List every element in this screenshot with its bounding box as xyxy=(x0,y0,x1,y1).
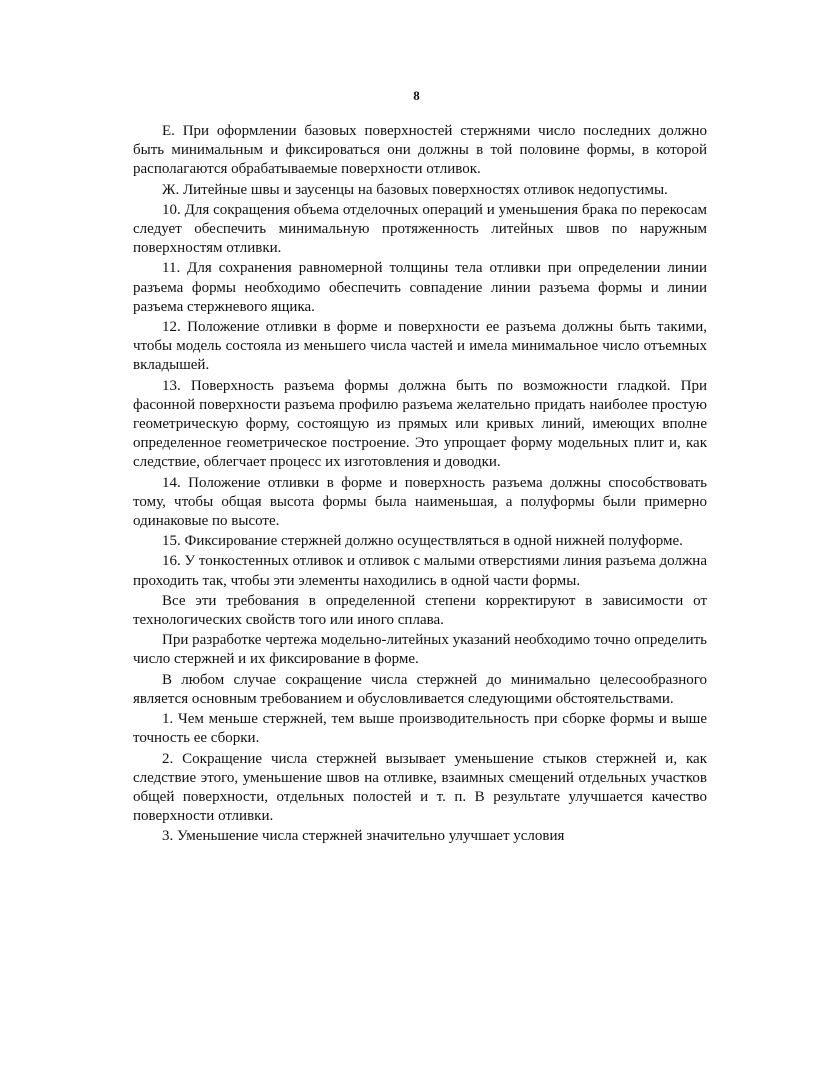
paragraph-16: 16. У тонкостенных отливок и отливок с малыми отверстиями линия разъема должна проходить так, чтобы эти элементы находились в одной части формы. xyxy=(133,553,707,589)
paragraph-14: 14. Положение отливки в форме и поверхность разъема должны способствовать тому, чтобы общая высота формы была наименьшая, а полуформы были примерно одинаковые по высоте. xyxy=(133,474,707,530)
paragraph-11: 11. Для сохранения равномерной толщины тела отливки при определении линии разъема формы необходимо обеспечить совпадение линии разъема формы и линии разъема стержневого ящика. xyxy=(133,260,707,315)
paragraph-item-2: 2. Сокращение числа стержней вызывает уменьшение стыков стержней и, как следствие этого, уменьшение швов на отливке, взаимных смещений отдельных участков общей поверхности, отдельных полостей и т. п. В результате улучшается качество поверхности отливки. xyxy=(133,750,707,825)
paragraph-10: 10. Для сокращения объема отделочных операций и уменьшения брака по перекосам следует обеспечить минимальную протяженность литейных швов по наружным поверхностям отливки. xyxy=(133,201,707,257)
paragraph-13: 13. Поверхность разъема формы должна быть по возможности гладкой. При фасонной поверхности разъема профилю разъема желательно придать наиболее простую геометрическую форму, состоящую из прямых или кривых линий, имеющих вполне определенное геометрическое построение. Это упрощает форму модельных плит и, как следствие, облегчает процесс их изготовления и доводки. xyxy=(133,377,707,471)
paragraph-item-3: 3. Уменьшение числа стержней значительно улучшает условия xyxy=(162,828,565,845)
paragraph-zh: Ж. Литейные швы и заусенцы на базовых поверхностях отливок недопустимы. xyxy=(162,181,668,198)
paragraph-e: Е. При оформлении базовых поверхностей стержнями число последних должно быть минимальным и фиксироваться они должны в той половине формы, в которой располагаются обрабатываемые поверхности отливок. xyxy=(133,123,707,178)
paragraph-requirements-note: Все эти требования в определенной степени корректируют в зависимости от технологических свойств того или иного сплава. xyxy=(133,592,707,629)
page-number: 8 xyxy=(413,88,420,103)
paragraph-drawing-note: При разработке чертежа модельно-литейных указаний необходимо точно определить число стержней и их фиксирование в форме. xyxy=(133,632,707,668)
paragraph-12: 12. Положение отливки в форме и поверхности ее разъема должны быть такими, чтобы модель состояла из меньшего числа частей и имела минимальное число отъемных вкладышей. xyxy=(133,319,707,374)
paragraph-15: 15. Фиксирование стержней должно осуществляться в одной нижней полуформе. xyxy=(162,533,683,550)
paragraph-item-1: 1. Чем меньше стержней, тем выше производительность при сборке формы и выше точность ее сборки. xyxy=(133,711,707,747)
document-body xyxy=(133,122,707,848)
paragraph-core-reduction: В любом случае сокращение числа стержней до минимально целесообразного является основным требованием и обусловливается следующими обстоятельствами. xyxy=(133,671,707,707)
